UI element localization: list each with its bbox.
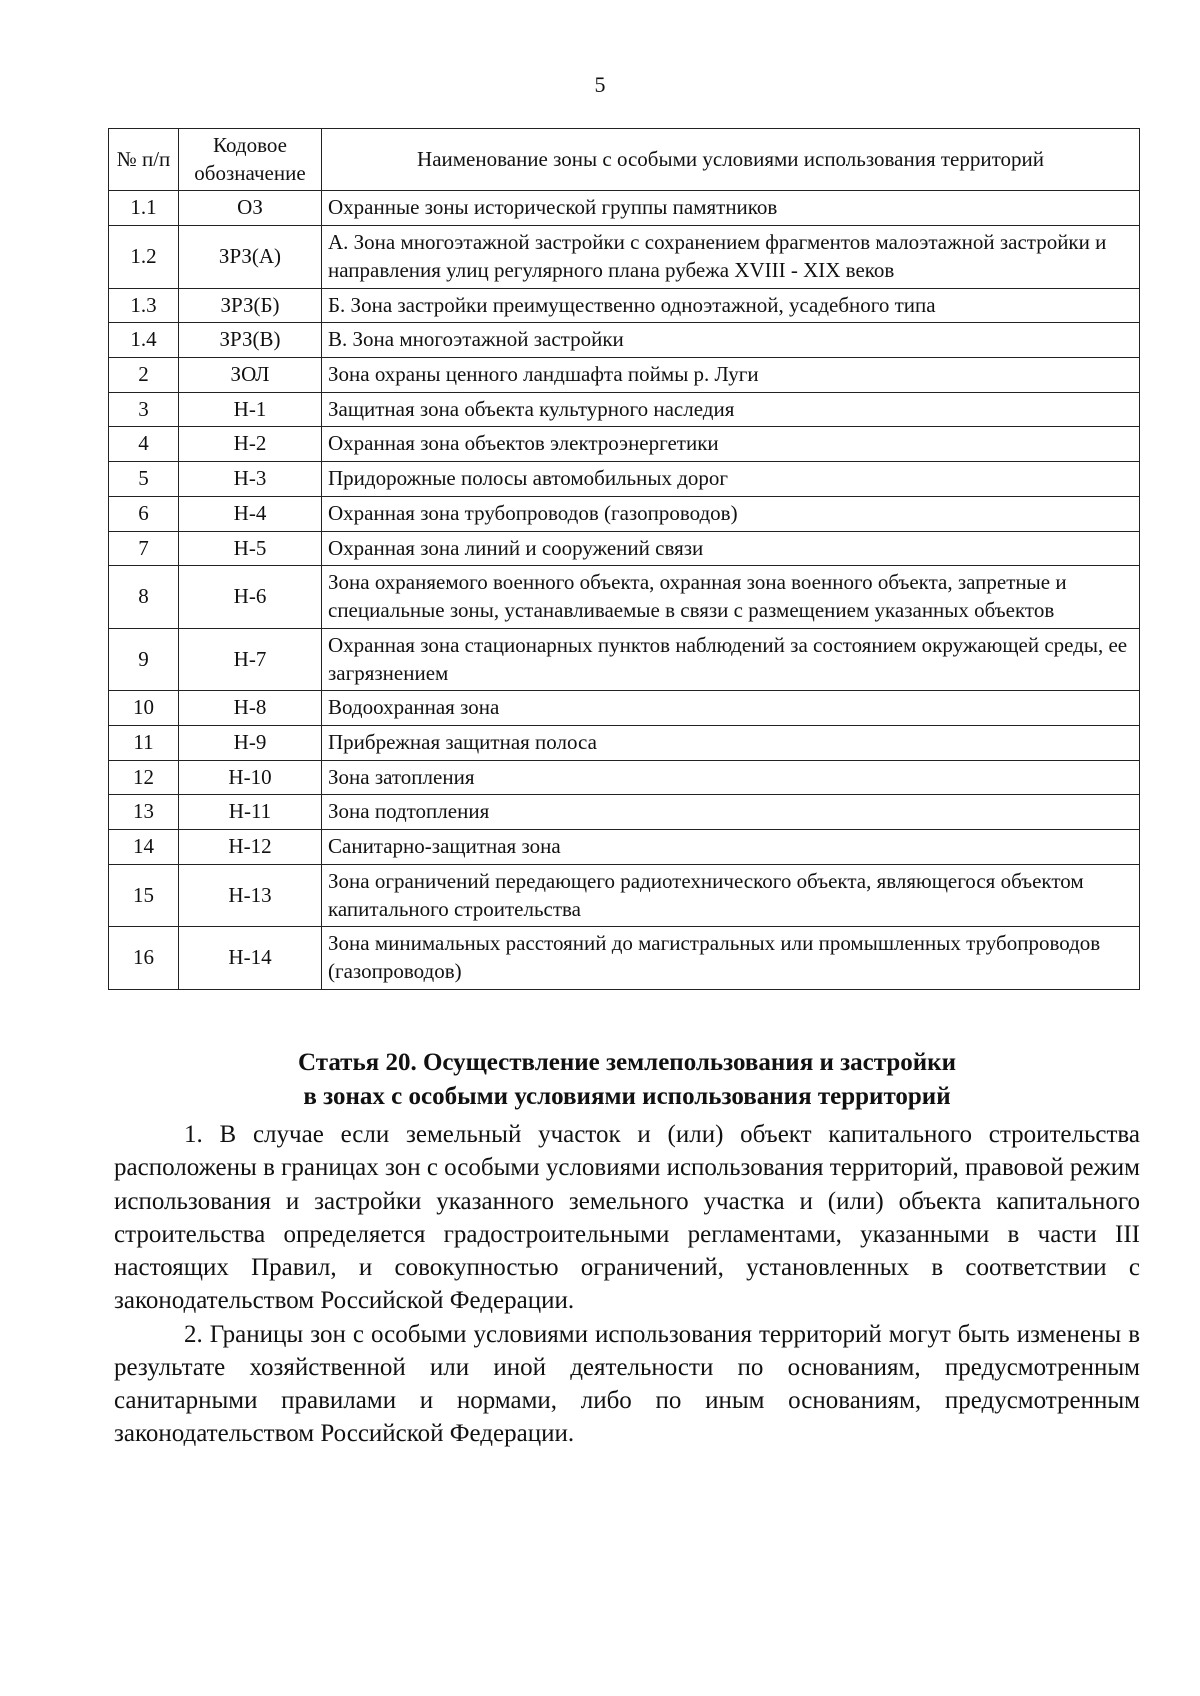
row-code: ЗОЛ <box>179 358 322 393</box>
table-row <box>109 795 1140 830</box>
row-name: Зона затопления <box>322 760 1140 795</box>
row-num: 14 <box>109 830 179 865</box>
row-num: 2 <box>109 358 179 393</box>
row-code: Н-9 <box>179 725 322 760</box>
article-paragraph-1: 1. В случае если земельный участок и (или) объект капитального строительства расположены в границах зон с особыми условиями использования территорий, правовой режим использования и застройки указанного земельного участка и (или) объекта капитального строительства определяется градостроительными регламентами, указанными в части III настоящих Правил, и совокупностью ограничений, установленных в соответствии с законодательством Российской Федерации. <box>114 1121 1140 1315</box>
row-code: Н-3 <box>179 462 322 497</box>
row-name: Зона охраны ценного ландшафта поймы р. Луги <box>322 358 1140 393</box>
row-num: 5 <box>109 462 179 497</box>
header-num: № п/п <box>109 129 179 191</box>
row-name: Санитарно-защитная зона <box>322 830 1140 865</box>
row-code: Н-2 <box>179 427 322 462</box>
row-code: ЗРЗ(В) <box>179 323 322 358</box>
row-code: Н-11 <box>179 795 322 830</box>
row-code: Н-4 <box>179 496 322 531</box>
table-row <box>109 288 1140 323</box>
table-row <box>109 628 1140 690</box>
row-num: 16 <box>109 927 179 989</box>
table-row <box>109 725 1140 760</box>
row-num: 10 <box>109 691 179 726</box>
row-num: 1.2 <box>109 226 179 288</box>
table-row <box>109 323 1140 358</box>
table-header-row <box>109 129 1140 191</box>
header-name: Наименование зоны с особыми условиями использования территорий <box>322 129 1140 191</box>
row-name: Охранная зона объектов электроэнергетики <box>322 427 1140 462</box>
zones-table <box>108 128 1140 990</box>
table-row <box>109 191 1140 226</box>
row-code: Н-10 <box>179 760 322 795</box>
header-code: Кодовое обозначение <box>179 129 322 191</box>
page-number: 5 <box>594 72 606 97</box>
row-code: Н-14 <box>179 927 322 989</box>
table-row <box>109 760 1140 795</box>
row-code: Н-13 <box>179 864 322 926</box>
article-paragraph-2: 2. Границы зон с особыми условиями использования территорий могут быть изменены в результате хозяйственной или иной деятельности по основаниям, предусмотренным санитарными правилами и нормами, либо по иным основаниям, предусмотренным законодательством Российской Федерации. <box>114 1320 1140 1448</box>
row-name: Зона охраняемого военного объекта, охранная зона военного объекта, запретные и специальные зоны, устанавливаемые в связи с размещением указанных объектов <box>322 566 1140 628</box>
row-code: Н-12 <box>179 830 322 865</box>
row-name: Водоохранная зона <box>322 691 1140 726</box>
article-20 <box>114 1046 1140 1451</box>
row-code: Н-5 <box>179 531 322 566</box>
row-num: 1.1 <box>109 191 179 226</box>
row-num: 3 <box>109 392 179 427</box>
row-name: Охранные зоны исторической группы памятников <box>322 191 1140 226</box>
row-code: Н-8 <box>179 691 322 726</box>
row-name: Охранная зона стационарных пунктов наблюдений за состоянием окружающей среды, ее загрязнением <box>322 628 1140 690</box>
row-num: 4 <box>109 427 179 462</box>
row-code: ЗРЗ(Б) <box>179 288 322 323</box>
row-name: Зона ограничений передающего радиотехнического объекта, являющегося объектом капитального строительства <box>322 864 1140 926</box>
row-name: Б. Зона застройки преимущественно одноэтажной, усадебного типа <box>322 288 1140 323</box>
row-num: 7 <box>109 531 179 566</box>
row-name: Зона минимальных расстояний до магистральных или промышленных трубопроводов (газопроводов) <box>322 927 1140 989</box>
table-row <box>109 566 1140 628</box>
row-num: 13 <box>109 795 179 830</box>
table-row <box>109 864 1140 926</box>
row-num: 6 <box>109 496 179 531</box>
row-name: Охранная зона трубопроводов (газопроводов) <box>322 496 1140 531</box>
row-name: А. Зона многоэтажной застройки с сохранением фрагментов малоэтажной застройки и направления улиц регулярного плана рубежа XVIII - XIX веков <box>322 226 1140 288</box>
row-num: 8 <box>109 566 179 628</box>
table-row <box>109 427 1140 462</box>
row-num: 1.4 <box>109 323 179 358</box>
table-row <box>109 531 1140 566</box>
table-row <box>109 226 1140 288</box>
table-row <box>109 462 1140 497</box>
row-num: 15 <box>109 864 179 926</box>
row-code: Н-6 <box>179 566 322 628</box>
row-num: 9 <box>109 628 179 690</box>
row-name: Прибрежная защитная полоса <box>322 725 1140 760</box>
article-title <box>114 1046 1140 1114</box>
row-name: Охранная зона линий и сооружений связи <box>322 531 1140 566</box>
row-name: Защитная зона объекта культурного наследия <box>322 392 1140 427</box>
row-code: ОЗ <box>179 191 322 226</box>
row-num: 11 <box>109 725 179 760</box>
table-row <box>109 496 1140 531</box>
row-name: Зона подтопления <box>322 795 1140 830</box>
row-code: Н-7 <box>179 628 322 690</box>
row-num: 12 <box>109 760 179 795</box>
row-code: ЗРЗ(А) <box>179 226 322 288</box>
row-name: В. Зона многоэтажной застройки <box>322 323 1140 358</box>
article-title-line-2: в зонах с особыми условиями использования территорий <box>303 1083 951 1110</box>
table-row <box>109 392 1140 427</box>
row-name: Придорожные полосы автомобильных дорог <box>322 462 1140 497</box>
row-num: 1.3 <box>109 288 179 323</box>
table-row <box>109 927 1140 989</box>
zones-table-body <box>109 191 1140 989</box>
article-title-line-1: Статья 20. Осуществление землепользования и застройки <box>298 1049 956 1076</box>
table-row <box>109 358 1140 393</box>
table-row <box>109 830 1140 865</box>
table-row <box>109 691 1140 726</box>
row-code: Н-1 <box>179 392 322 427</box>
